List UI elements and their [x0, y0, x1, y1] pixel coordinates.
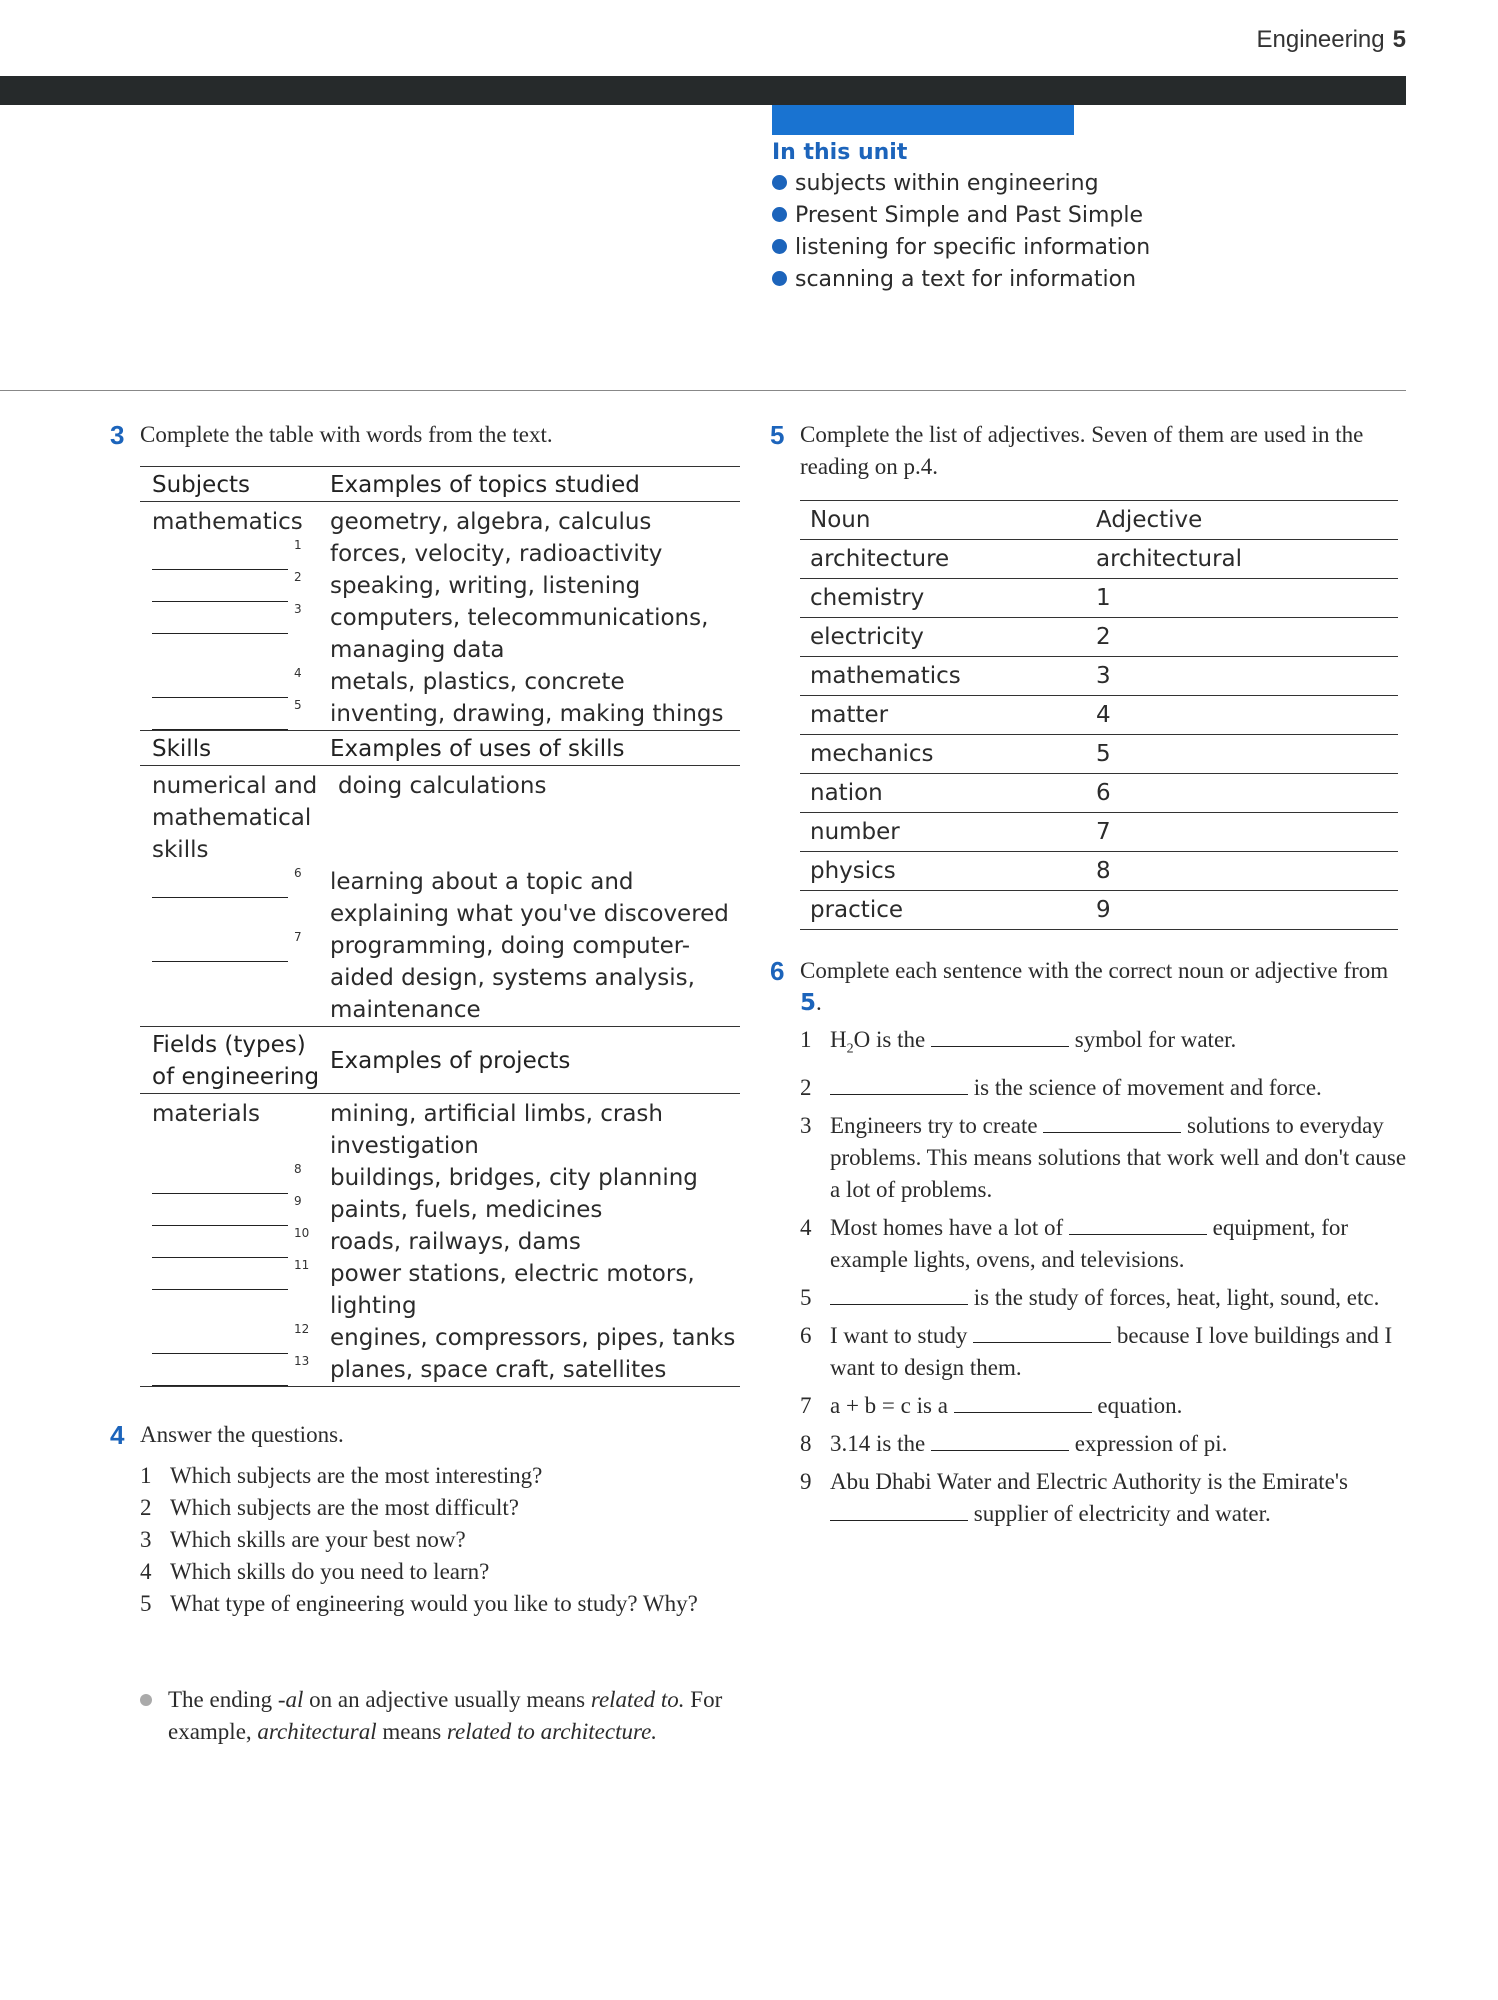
table-row: 13 planes, space craft, satellites	[140, 1354, 740, 1387]
header-title: Engineering	[1256, 26, 1385, 53]
list-item: 5 is the study of forces, heat, light, sound, etc.	[800, 1282, 1410, 1314]
list-item: 9 Abu Dhabi Water and Electric Authority is the Emirate's supplier of electricity and water.	[800, 1468, 1348, 1526]
table-row: matter 4	[800, 696, 1398, 735]
table-header-row: Fields (types) of engineering Examples of projects	[140, 1026, 740, 1094]
list-item: 3 Engineers try to create solutions to everyday problems. This means solutions that work well and don't cause a lot of problems.	[800, 1110, 1410, 1206]
answer-blank[interactable]	[931, 1024, 1069, 1047]
answer-blank[interactable]: 8	[152, 1162, 330, 1194]
exercise-4-questions	[140, 1460, 740, 1620]
table-row: practice 9	[800, 891, 1398, 930]
table-header-row: Skills Examples of uses of skills	[140, 730, 740, 766]
answer-blank[interactable]: 3	[152, 602, 330, 666]
exercise-6-instruction: Complete each sentence with the correct noun or adjective from 5.	[800, 958, 1389, 1016]
answer-blank[interactable]: 1	[152, 538, 330, 570]
table-row: electricity 2	[800, 618, 1398, 657]
in-this-unit-title: In this unit	[772, 140, 908, 165]
answer-blank[interactable]	[1043, 1110, 1181, 1133]
list-item: 2 is the science of movement and force.	[800, 1072, 1410, 1104]
list-item: Present Simple and Past Simple	[772, 200, 1412, 232]
exercise-3-instruction: Complete the table with words from the text.	[140, 422, 553, 447]
table-row: nation 6	[800, 774, 1398, 813]
answer-blank[interactable]: 9	[152, 1194, 330, 1226]
exercise-3-table	[140, 466, 740, 1387]
table-row: physics 8	[800, 852, 1398, 891]
answer-slot[interactable]: 5	[1096, 741, 1111, 767]
answer-blank[interactable]	[973, 1320, 1111, 1343]
answer-blank[interactable]: 5	[152, 698, 330, 730]
table-row: 12 engines, compressors, pipes, tanks	[140, 1322, 740, 1354]
table-row: mathematics 3	[800, 657, 1398, 696]
bullet-icon	[772, 271, 787, 286]
answer-blank[interactable]: 11	[152, 1258, 330, 1322]
table-row: mechanics 5	[800, 735, 1398, 774]
table-row: 3 computers, telecommunications, managing data	[140, 602, 740, 666]
answer-slot[interactable]: 9	[1096, 897, 1111, 923]
blue-accent-bar	[772, 105, 1074, 135]
answer-blank[interactable]	[931, 1428, 1069, 1451]
answer-slot[interactable]: 8	[1096, 858, 1111, 884]
table-row: 4 metals, plastics, concrete	[140, 666, 740, 698]
list-item: 5 What type of engineering would you like to study? Why?	[140, 1591, 698, 1616]
list-item: 1 $H_2O$ is the symbol for water.	[800, 1024, 1410, 1066]
list-item: listening for specific information	[772, 232, 1412, 264]
answer-blank[interactable]	[830, 1498, 968, 1521]
answer-blank[interactable]: 4	[152, 666, 330, 698]
answer-slot[interactable]: 3	[1096, 663, 1111, 689]
table-row: 1 forces, velocity, radioactivity	[140, 538, 740, 570]
table-row: 10 roads, railways, dams	[140, 1226, 740, 1258]
top-dark-bar	[0, 76, 1406, 105]
table-header-row: Noun Adjective	[800, 500, 1398, 540]
bullet-icon	[772, 239, 787, 254]
in-this-unit-box	[772, 140, 1412, 296]
exercise-5-number: 5	[770, 420, 785, 450]
section-divider	[0, 390, 1406, 391]
page-header	[1257, 26, 1406, 54]
table-row: number 7	[800, 813, 1398, 852]
answer-blank[interactable]: 6	[152, 866, 330, 930]
bullet-icon	[772, 175, 787, 190]
answer-blank[interactable]: 7	[152, 930, 330, 1026]
table-row: materials mining, artificial limbs, crash investigation	[152, 1101, 663, 1159]
table-row: architecture architectural	[800, 540, 1398, 579]
list-item: 7 a + b = c is a equation.	[800, 1390, 1410, 1422]
table-row: 9 paints, fuels, medicines	[140, 1194, 740, 1226]
answer-blank[interactable]: 13	[152, 1354, 330, 1386]
bullet-icon	[772, 207, 787, 222]
table-row: 8 buildings, bridges, city planning	[140, 1162, 740, 1194]
list-item: 1 Which subjects are the most interesting?	[140, 1463, 543, 1488]
answer-blank[interactable]	[830, 1282, 968, 1305]
table-row: chemistry 1	[800, 579, 1398, 618]
table-row: 7 programming, doing computer-aided design, systems analysis, maintenance	[140, 930, 740, 1026]
exercise-4-instruction: Answer the questions.	[140, 1422, 344, 1447]
exercise-3-number: 3	[110, 420, 125, 450]
tip-bullet-icon	[140, 1694, 152, 1706]
answer-slot[interactable]: 2	[1096, 624, 1111, 650]
list-item: 2 Which subjects are the most difficult?	[140, 1495, 519, 1520]
exercise-5-instruction: Complete the list of adjectives. Seven of them are used in the reading on p.4.	[800, 422, 1364, 479]
exercise-6-number: 6	[770, 956, 785, 986]
exercise-5-table	[800, 500, 1398, 930]
in-this-unit-list	[772, 168, 1412, 296]
exercise-4-number: 4	[110, 1420, 125, 1450]
page-number: 5	[1392, 26, 1406, 53]
answer-blank[interactable]: 12	[152, 1322, 330, 1354]
list-item: subjects within engineering	[772, 168, 1412, 200]
answer-blank[interactable]	[830, 1072, 968, 1095]
exercise-6-sentences	[800, 1024, 1410, 1536]
answer-blank[interactable]: 10	[152, 1226, 330, 1258]
list-item: scanning a text for information	[772, 264, 1412, 296]
table-row: mathematics geometry, algebra, calculus	[152, 509, 652, 535]
answer-blank[interactable]	[954, 1390, 1092, 1413]
answer-blank[interactable]	[1069, 1212, 1207, 1235]
table-row: 5 inventing, drawing, making things	[140, 698, 740, 730]
list-item: 6 I want to study because I love buildings and I want to design them.	[800, 1320, 1410, 1384]
table-row: 11 power stations, electric motors, lighting	[140, 1258, 740, 1322]
list-item: 4 Most homes have a lot of equipment, for example lights, ovens, and televisions.	[800, 1212, 1410, 1276]
tip-text: The ending -al on an adjective usually means related to. For example, architectural means related to architecture.	[168, 1687, 723, 1744]
table-row: numerical and mathematical skills doing calculations	[152, 773, 547, 863]
table-header-row: Subjects Examples of topics studied	[140, 466, 740, 502]
answer-slot[interactable]: 1	[1096, 585, 1111, 611]
table-row: 2 speaking, writing, listening	[140, 570, 740, 602]
answer-blank[interactable]: 2	[152, 570, 330, 602]
list-item: 8 3.14 is the expression of pi.	[800, 1428, 1410, 1460]
list-item: 3 Which skills are your best now?	[140, 1527, 466, 1552]
answer-slot[interactable]: 7	[1096, 819, 1111, 845]
table-row: 6 learning about a topic and explaining what you've discovered	[140, 866, 740, 930]
answer-slot[interactable]: 4	[1096, 702, 1111, 728]
grammar-tip	[140, 1684, 740, 1748]
answer-slot[interactable]: 6	[1096, 780, 1111, 806]
list-item: 4 Which skills do you need to learn?	[140, 1559, 490, 1584]
